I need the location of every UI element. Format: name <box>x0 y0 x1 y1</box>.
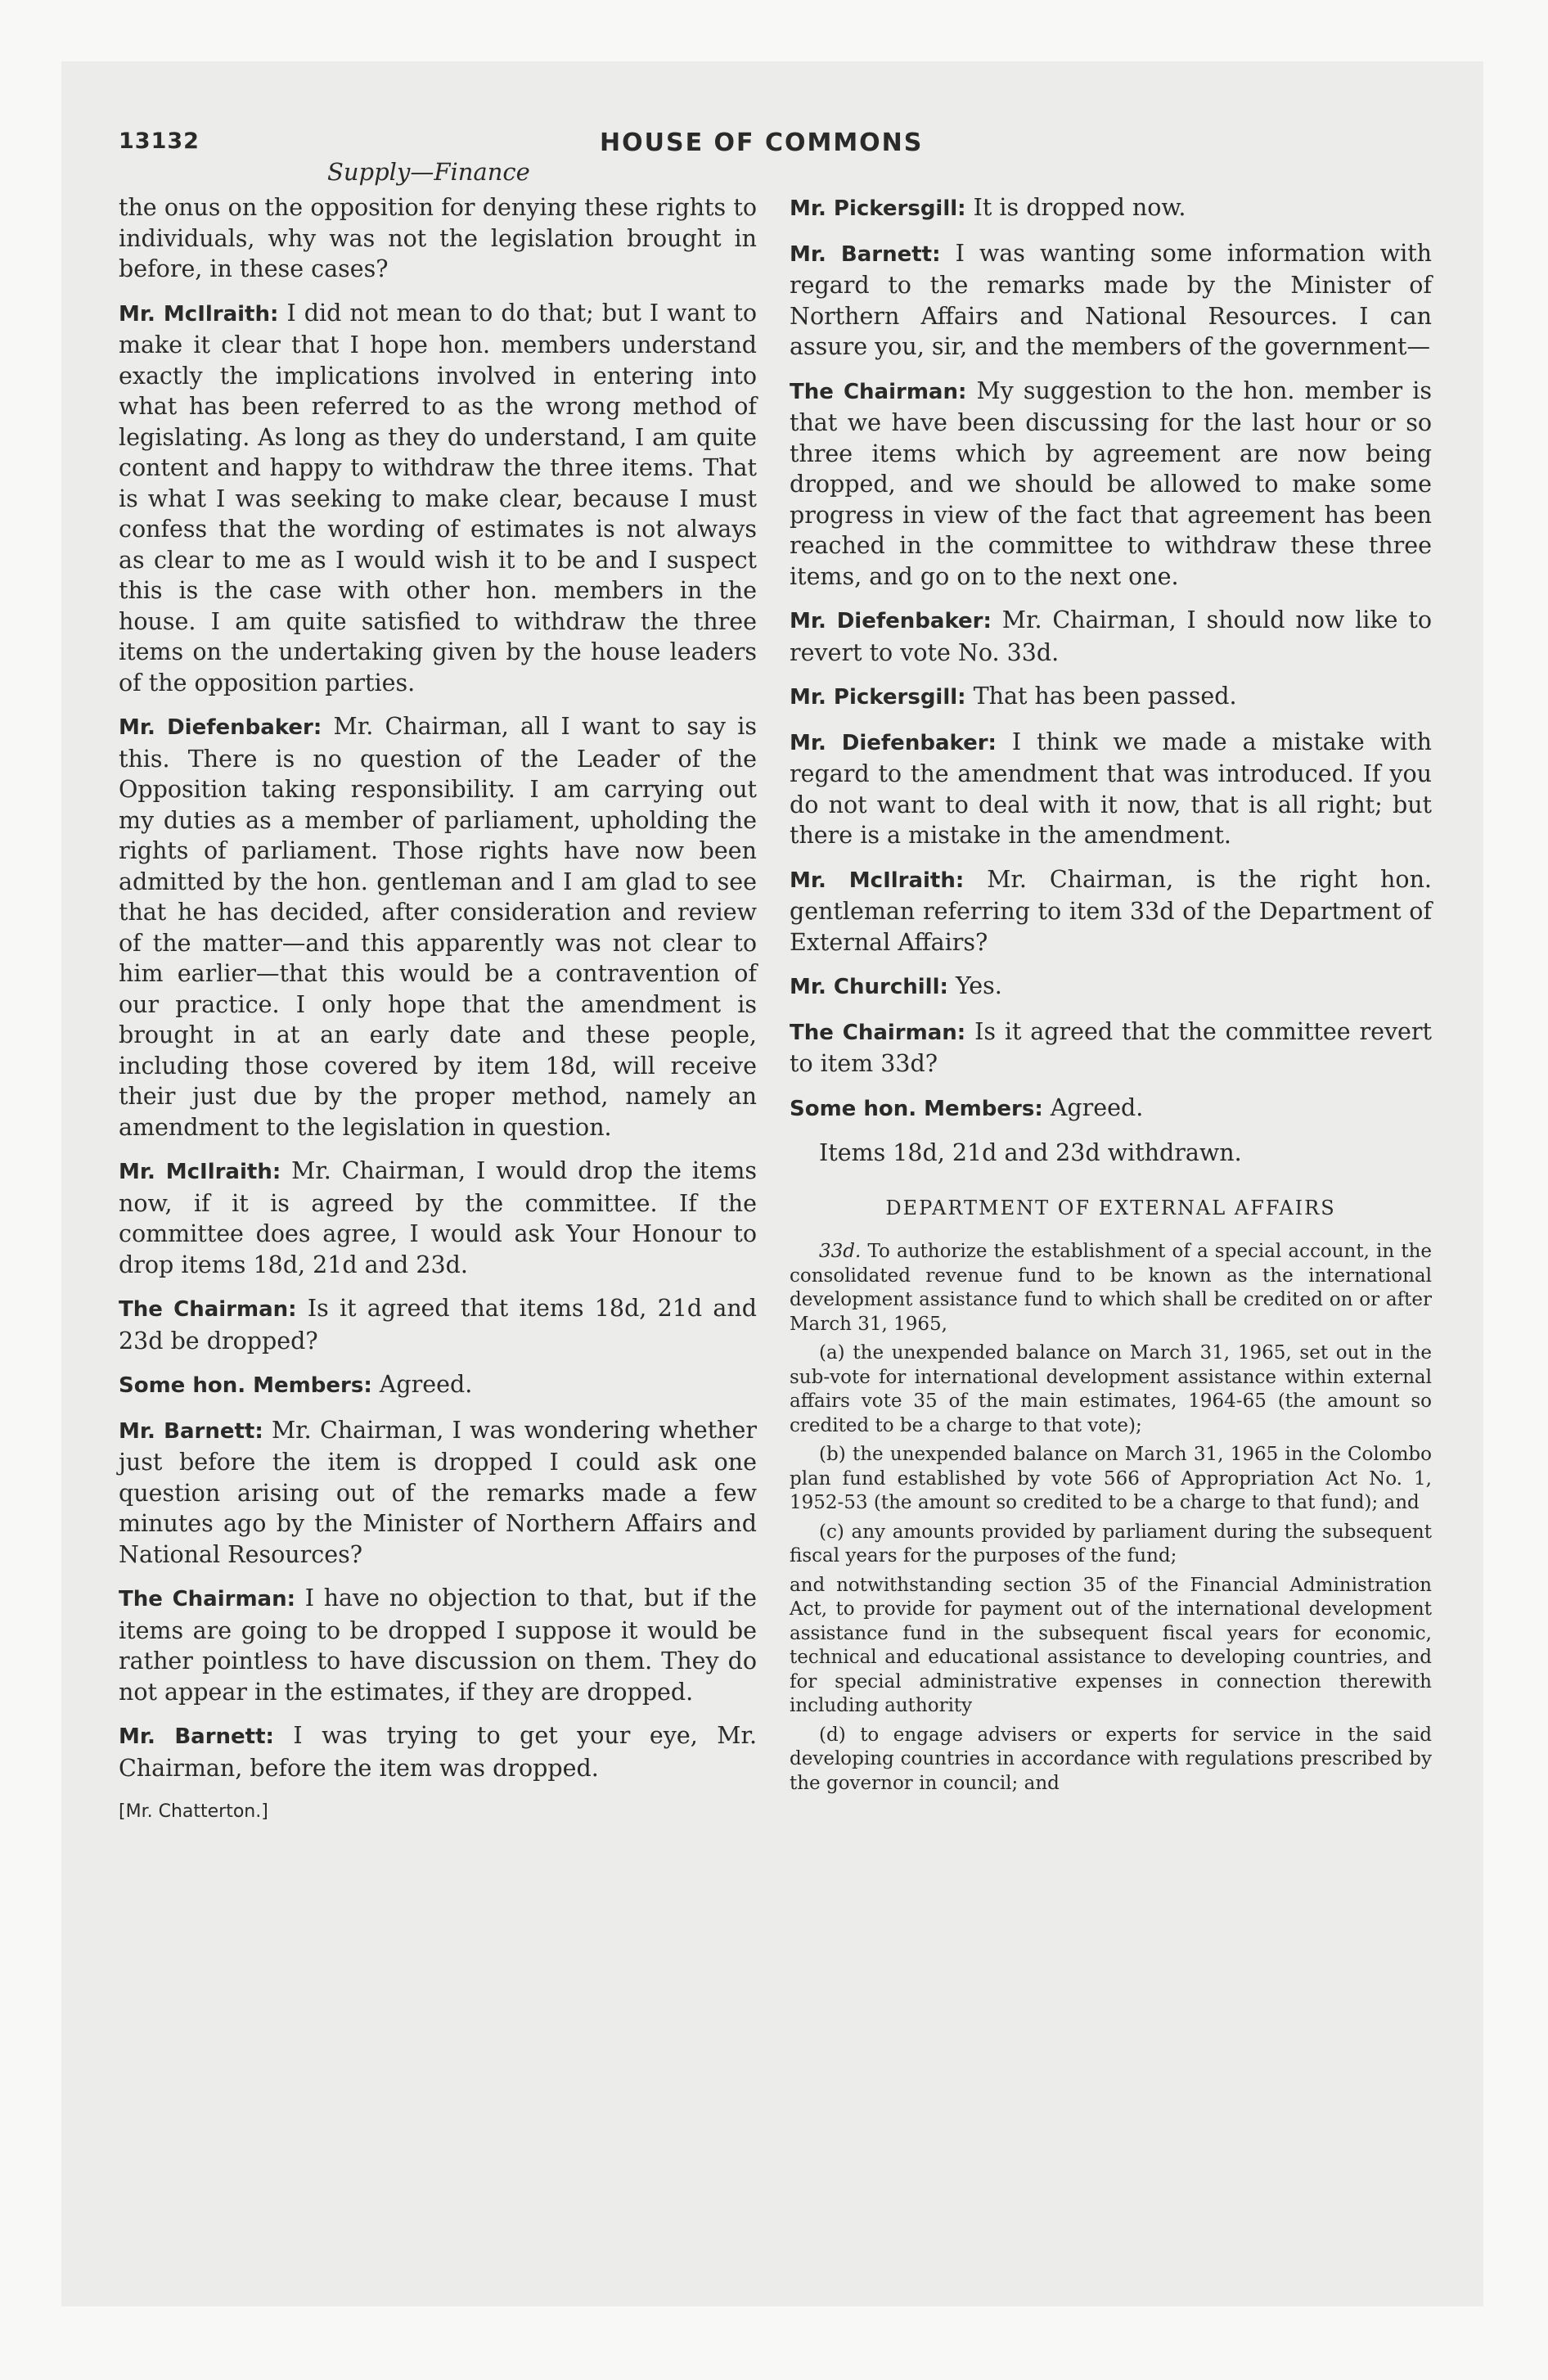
estimate-clause: (a) the unexpended balance on March 31, 1965, set out in the sub-vote for international development assistance within external affairs vote 35 of the main estimates, 1964-65 (the amount so credited to be a charge to that vote); <box>790 1342 1432 1436</box>
estimate-clause: (c) any amounts provided by parliament during the subsequent fiscal years for the purposes of the fund; <box>790 1521 1432 1566</box>
page <box>61 61 1483 2306</box>
speech-text: That has been passed. <box>973 683 1237 710</box>
speech-text: I was trying to get your eye, Mr. Chairman, before the item was dropped. <box>119 1722 758 1782</box>
speech-text: Agreed. <box>1050 1093 1144 1121</box>
section-heading: Supply—Finance <box>327 158 530 186</box>
speech-paragraph <box>790 376 1432 593</box>
speech-paragraph <box>119 1369 757 1402</box>
speech-text: Items 18d, 21d and 23d withdrawn. <box>819 1139 1242 1166</box>
speech-text: Mr. Chairman, all I want to say is this. There is no question of the Leader of the Opposition taking responsibility. I am carrying out my duties as a member of parliament, upholding the rights of parliament. Those rights have now been admitted by the hon. gentleman and I am glad to see that he has decided, after consideration and review of the matter—and this apparently was not clear to him earlier—that this would be a contravention of our practice. I only hope that the amendment is brought in at an early date and these people, including those covered by item 18d, will receive their just due by the proper method, namely an amendment to the legislation in question. <box>119 713 758 1141</box>
speech-paragraph <box>790 864 1432 958</box>
speech-paragraph <box>119 1415 757 1571</box>
speaker-name: Mr. Pickersgill: <box>790 196 966 221</box>
speech-paragraph <box>119 1583 757 1707</box>
speaker-name: The Chairman: <box>790 379 967 404</box>
speech-text: I was wanting some information with regard to the remarks made by the Minister of Northern Affairs and National Resources. I can assure you, sir, and the members of the government— <box>790 239 1433 360</box>
speech-paragraph <box>790 681 1432 714</box>
speech-text: the onus on the opposition for denying these rights to individuals, why was not the legislation brought in before, in these cases? <box>119 194 757 282</box>
speech-paragraph <box>119 1293 757 1356</box>
speaker-name: The Chairman: <box>119 1297 297 1322</box>
speaker-name: Mr. McIlraith: <box>119 301 279 327</box>
left-column <box>119 192 757 1828</box>
speaker-name: Mr. Diefenbaker: <box>119 715 322 740</box>
estimate-clause: (d) to engage advisers or experts for service in the said developing countries in accordance with regulations prescribed by the governor in council; and <box>790 1724 1432 1794</box>
speech-paragraph <box>790 238 1432 363</box>
speech-paragraph <box>119 1720 757 1783</box>
speech-paragraph <box>790 1016 1432 1080</box>
speech-paragraph <box>790 727 1432 851</box>
speaker-name: Mr. McIlraith: <box>790 868 965 893</box>
speech-text: Mr. Chairman, I would drop the items now, if it is agreed by the committee. If the committee does agree, I would ask Your Honour to drop items 18d, 21d and 23d. <box>119 1157 758 1278</box>
estimate-item-number: 33d. <box>819 1241 862 1262</box>
department-heading: DEPARTMENT OF EXTERNAL AFFAIRS <box>885 1196 1336 1219</box>
speech-text: I did not mean to do that; but I want to make it clear that I hope hon. members understand exactly the implications involved in entering into what has been referred to as the wrong method of legislating. As long as they do understand, I am quite content and happy to withdraw the three items. That is what I was seeking to make clear, because I must confess that the wording of estimates is not always as clear to me as I would wish it to be and I suspect this is the case with other hon. members in the house. I am quite satisfied to withdraw the three items on the undertaking given by the house leaders of the opposition parties. <box>119 299 758 696</box>
speech-text: Agreed. <box>379 1371 473 1398</box>
estimate-clause: (b) the unexpended balance on March 31, 1965 in the Colombo plan fund established by vote 566 of Appropriation Act No. 1, 1952-53 (the amount so credited to be a charge to that fund); and <box>790 1444 1432 1513</box>
page-number: 13132 <box>119 128 200 154</box>
speech-paragraph <box>790 1093 1432 1125</box>
speech-text: Mr. Chairman, I was wondering whether just before the item is dropped I could ask one question arising out of the remarks made a few minutes ago by the Minister of Northern Affairs and National Resources? <box>119 1416 757 1568</box>
speaker-name: The Chairman: <box>790 1020 966 1045</box>
speech-text: Mr. Chairman, is the right hon. gentleman referring to item 33d of the Department of External Affairs? <box>790 865 1432 956</box>
speaker-name: Mr. Diefenbaker: <box>790 609 992 633</box>
attribution: [Mr. Chatterton.] <box>119 1801 268 1822</box>
speaker-name: Mr. McIlraith: <box>119 1160 281 1184</box>
speech-paragraph <box>119 711 757 1143</box>
estimate-block <box>790 1240 1432 1796</box>
speaker-name: Mr. Pickersgill: <box>790 685 966 710</box>
speech-paragraph <box>790 971 1432 1003</box>
speech-paragraph <box>119 192 757 285</box>
speech-text: Mr. Chairman, I should now like to revert to vote No. 33d. <box>790 606 1432 666</box>
estimate-intro <box>790 1240 1432 1336</box>
speech-text: Is it agreed that the committee revert to item 33d? <box>790 1017 1432 1077</box>
speaker-name: Mr. Barnett: <box>119 1418 263 1444</box>
speaker-name: Some hon. Members: <box>119 1373 372 1398</box>
speech-paragraph <box>790 605 1432 668</box>
speech-text: My suggestion to the hon. member is that we have been discussing for the last hour or so three items which by agreement are now being dropped, and we should be allowed to make some progress in view of the fact that agreement has been reached in the committee to withdraw these three items, and go on to the next one. <box>790 376 1432 590</box>
speech-text: Is it agreed that items 18d, 21d and 23d be dropped? <box>119 1295 757 1355</box>
speech-text: Yes. <box>955 972 1002 999</box>
speaker-name: The Chairman: <box>119 1587 295 1611</box>
speech-text: I have no objection to that, but if the items are going to be dropped I suppose it would be rather pointless to have discussion on them. They do not appear in the estimates, if they are dropped. <box>119 1584 757 1706</box>
page-title: HOUSE OF COMMONS <box>600 128 924 157</box>
estimate-intro-text: To authorize the establishment of a special account, in the consolidated revenue fund to be known as the international development assistance fund to which shall be credited on or after March 31, 1965, <box>790 1241 1432 1335</box>
speaker-name: Some hon. Members: <box>790 1096 1043 1121</box>
speech-paragraph <box>790 192 1432 225</box>
speech-paragraph <box>119 1156 757 1280</box>
speaker-name: Mr. Churchill: <box>790 975 948 999</box>
right-column <box>790 192 1432 1801</box>
estimate-continuation: and notwithstanding section 35 of the Financial Administration Act, to provide for payment out of the international development assistance fund in the subsequent fiscal years for economic, technical and educational assistance to developing countries, and for special administrative expenses in connection therewith including authority <box>790 1574 1432 1716</box>
speaker-name: Mr. Barnett: <box>790 241 941 267</box>
speech-paragraph <box>119 298 757 699</box>
page-header <box>119 128 1428 161</box>
speech-text: I think we made a mistake with regard to the amendment that was introduced. If you do not want to deal with it now, that is all right; but there is a mistake in the amendment. <box>790 728 1432 849</box>
speaker-name: Mr. Diefenbaker: <box>790 730 997 755</box>
speech-paragraph <box>790 1138 1432 1169</box>
speech-text: It is dropped now. <box>973 194 1186 221</box>
speaker-name: Mr. Barnett: <box>119 1724 274 1749</box>
